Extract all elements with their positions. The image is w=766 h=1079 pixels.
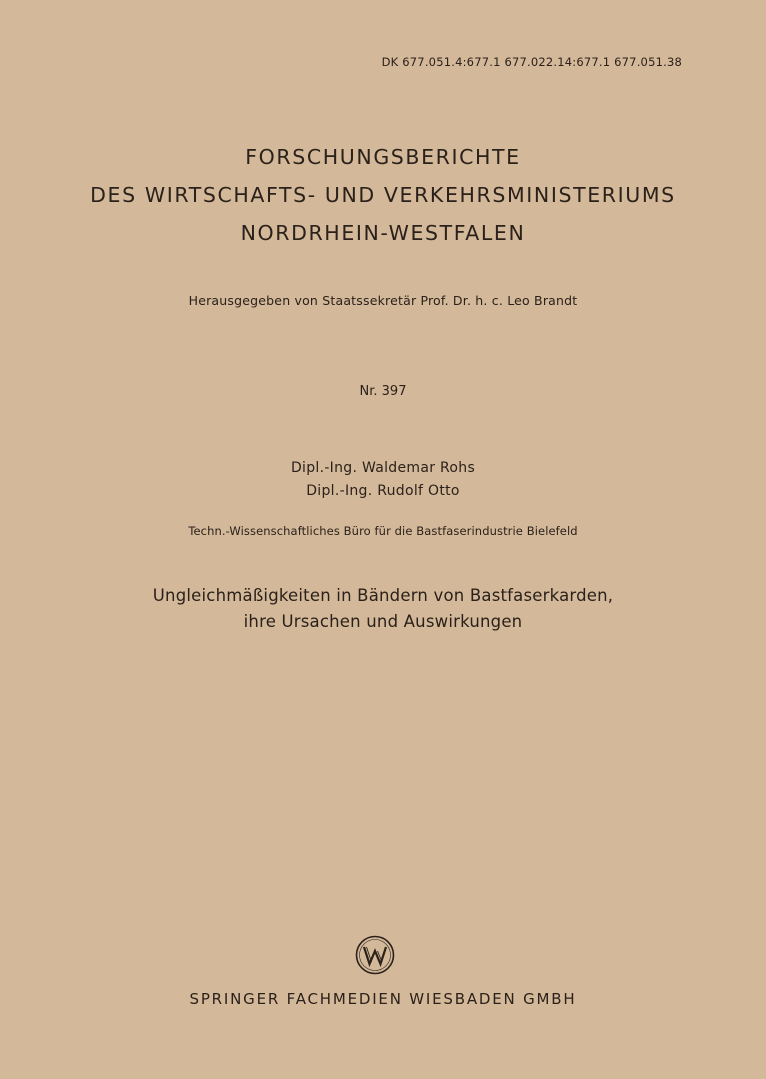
book-title-line-2: ihre Ursachen und Auswirkungen <box>243 612 523 631</box>
publisher-w-logo-icon <box>355 935 395 975</box>
classification-code: DK 677.051.4:677.1 677.022.14:677.1 677.051.38 <box>381 55 682 69</box>
editor-line: Herausgegeben von Staatssekretär Prof. Dr. h. c. Leo Brandt <box>188 293 578 308</box>
affiliation: Techn.-Wissenschaftliches Büro für die Bastfaserindustrie Bielefeld <box>188 524 578 538</box>
series-title-line-1: FORSCHUNGSBERICHTE <box>245 145 521 169</box>
series-title-line-3: NORDRHEIN-WESTFALEN <box>240 221 526 245</box>
author-2: Dipl.-Ing. Rudolf Otto <box>306 483 460 499</box>
author-1: Dipl.-Ing. Waldemar Rohs <box>290 460 476 476</box>
book-title-line-1: Ungleichmäßigkeiten in Bändern von Bastfaserkarden, <box>152 586 614 605</box>
publisher-name: SPRINGER FACHMEDIEN WIESBADEN GMBH <box>189 990 577 1008</box>
series-title-line-2: DES WIRTSCHAFTS- UND VERKEHRSMINISTERIUMS <box>90 183 676 207</box>
issue-number: Nr. 397 <box>359 384 407 399</box>
